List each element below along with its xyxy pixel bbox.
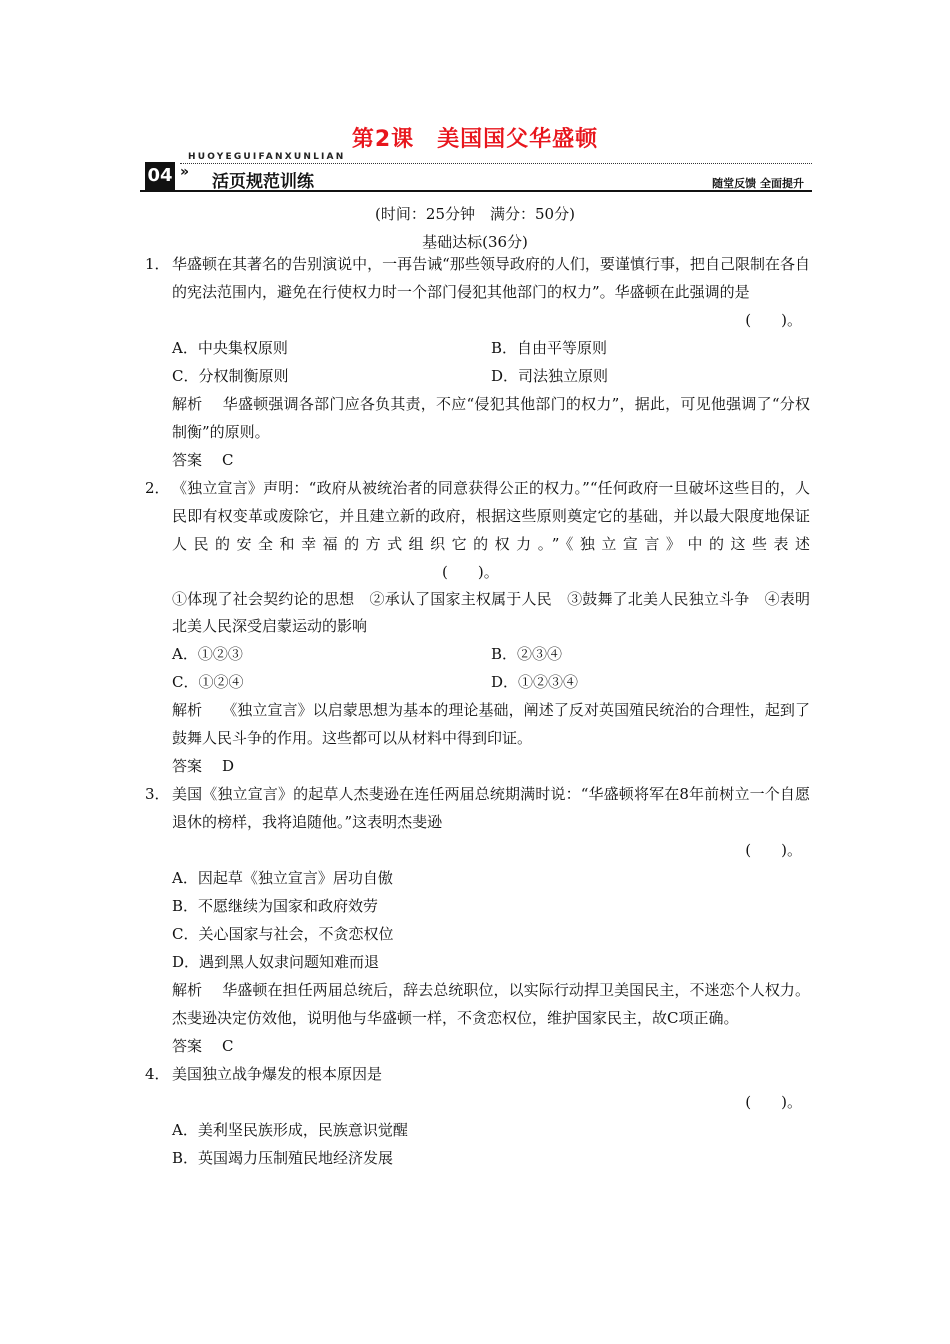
option-c: C．①②④	[172, 673, 244, 691]
time-score-info: (时间：25分钟 满分：50分)	[375, 205, 575, 223]
question-number: 4．	[145, 1065, 170, 1083]
options	[145, 1116, 810, 1172]
answer-label: 答案	[172, 1037, 203, 1055]
answer-label: 答案	[172, 451, 203, 469]
explanation	[145, 976, 810, 1032]
option-d: D．遇到黑人奴隶问题知难而退	[172, 953, 380, 971]
section-heading: 基础达标(36分)	[422, 233, 528, 251]
question-2	[145, 474, 810, 780]
question-number: 2．	[145, 479, 170, 497]
answer	[145, 1032, 810, 1060]
question-text: 华盛顿在其著名的告别演说中，一再告诫“那些领导政府的人们，要谨慎行事，把自己限制在各自的宪法范围内，避免在行使权力时一个部门侵犯其他部门的权力”。华盛顿在此强调的是	[172, 255, 810, 301]
option-a: A．中央集权原则	[172, 339, 288, 357]
answer-blank: ( )。	[442, 563, 499, 581]
banner-dotted-line	[180, 163, 812, 164]
option-b: B．②③④	[491, 645, 563, 663]
page-title: 第2课 美国国父华盛顿	[351, 127, 599, 152]
explanation	[145, 696, 810, 752]
question-1	[145, 250, 810, 474]
answer-value: C	[222, 451, 234, 469]
question-list	[145, 250, 810, 1172]
banner-pinyin: HUOYEGUIFANXUNLIAN	[188, 152, 346, 162]
options	[145, 334, 810, 390]
answer	[145, 752, 810, 780]
statements: ①体现了社会契约论的思想 ②承认了国家主权属于人民 ③鼓舞了北美人民独立斗争 ④表明北美人民深受启蒙运动的影响	[172, 590, 810, 635]
section-banner	[140, 150, 812, 192]
banner-number: 04	[145, 162, 175, 190]
question-text-body: 《独立宣言》声明：“政府从被统治者的同意获得公正的权力。”“任何政府一旦破坏这些目的，人民即有权变革或废除它，并且建立新的政府，根据这些原则奠定它的基础，并以最大限度地保证人民的安全和幸福的方式组织它的权力。”《独立宣言》中的这些表述	[172, 479, 810, 553]
explanation-text: 华盛顿在担任两届总统后，辞去总统职位，以实际行动捍卫美国民主，不迷恋个人权力。杰斐逊决定仿效他，说明他与华盛顿一样，不贪恋权位，维护国家民主，故C项正确。	[172, 981, 810, 1027]
question-text	[145, 474, 810, 586]
options	[145, 640, 810, 696]
option-d: D．①②③④	[491, 673, 579, 691]
explanation-text: 华盛顿强调各部门应各负其责，不应“侵犯其他部门的权力”，据此，可见他强调了“分权制衡”的原则。	[172, 395, 810, 441]
explanation-label: 解析	[172, 701, 203, 719]
answer-blank: ( )。	[745, 311, 802, 329]
question-text: 美国《独立宣言》的起草人杰斐逊在连任两届总统期满时说：“华盛顿将军在8年前树立一个自愿退休的榜样，我将追随他。”这表明杰斐逊	[172, 785, 810, 831]
answer-value: D	[222, 757, 235, 775]
question-number: 1．	[145, 255, 170, 273]
answer-blank: ( )。	[745, 1093, 802, 1111]
option-d: D．司法独立原则	[491, 367, 609, 385]
answer-value: C	[222, 1037, 234, 1055]
banner-label: 活页规范训练	[212, 172, 314, 192]
explanation-label: 解析	[172, 981, 203, 999]
explanation-text: 《独立宣言》以启蒙思想为基本的理论基础，阐述了反对英国殖民统治的合理性，起到了鼓舞人民斗争的作用。这些都可以从材料中得到印证。	[172, 701, 810, 747]
answer	[145, 446, 810, 474]
banner-slogan: 随堂反馈 全面提升	[712, 177, 804, 190]
option-b: B．不愿继续为国家和政府效劳	[172, 897, 379, 915]
answer-blank: ( )。	[745, 841, 802, 859]
question-text: 美国独立战争爆发的根本原因是	[172, 1065, 383, 1083]
question-3	[145, 780, 810, 1060]
option-a: A．美利坚民族形成，民族意识觉醒	[172, 1121, 408, 1139]
question-number: 3．	[145, 785, 170, 803]
option-b: B．自由平等原则	[491, 339, 608, 357]
option-c: C．分权制衡原则	[172, 367, 289, 385]
question-4	[145, 1060, 810, 1172]
option-c: C．关心国家与社会，不贪恋权位	[172, 925, 394, 943]
chevron-right-icon: »	[180, 164, 190, 180]
answer-label: 答案	[172, 757, 203, 775]
option-b: B．英国竭力压制殖民地经济发展	[172, 1149, 394, 1167]
option-a: A．①②③	[172, 645, 243, 663]
explanation	[145, 390, 810, 446]
explanation-label: 解析	[172, 395, 203, 413]
banner-rule	[140, 190, 812, 192]
options	[145, 864, 810, 976]
option-a: A．因起草《独立宣言》居功自傲	[172, 869, 393, 887]
